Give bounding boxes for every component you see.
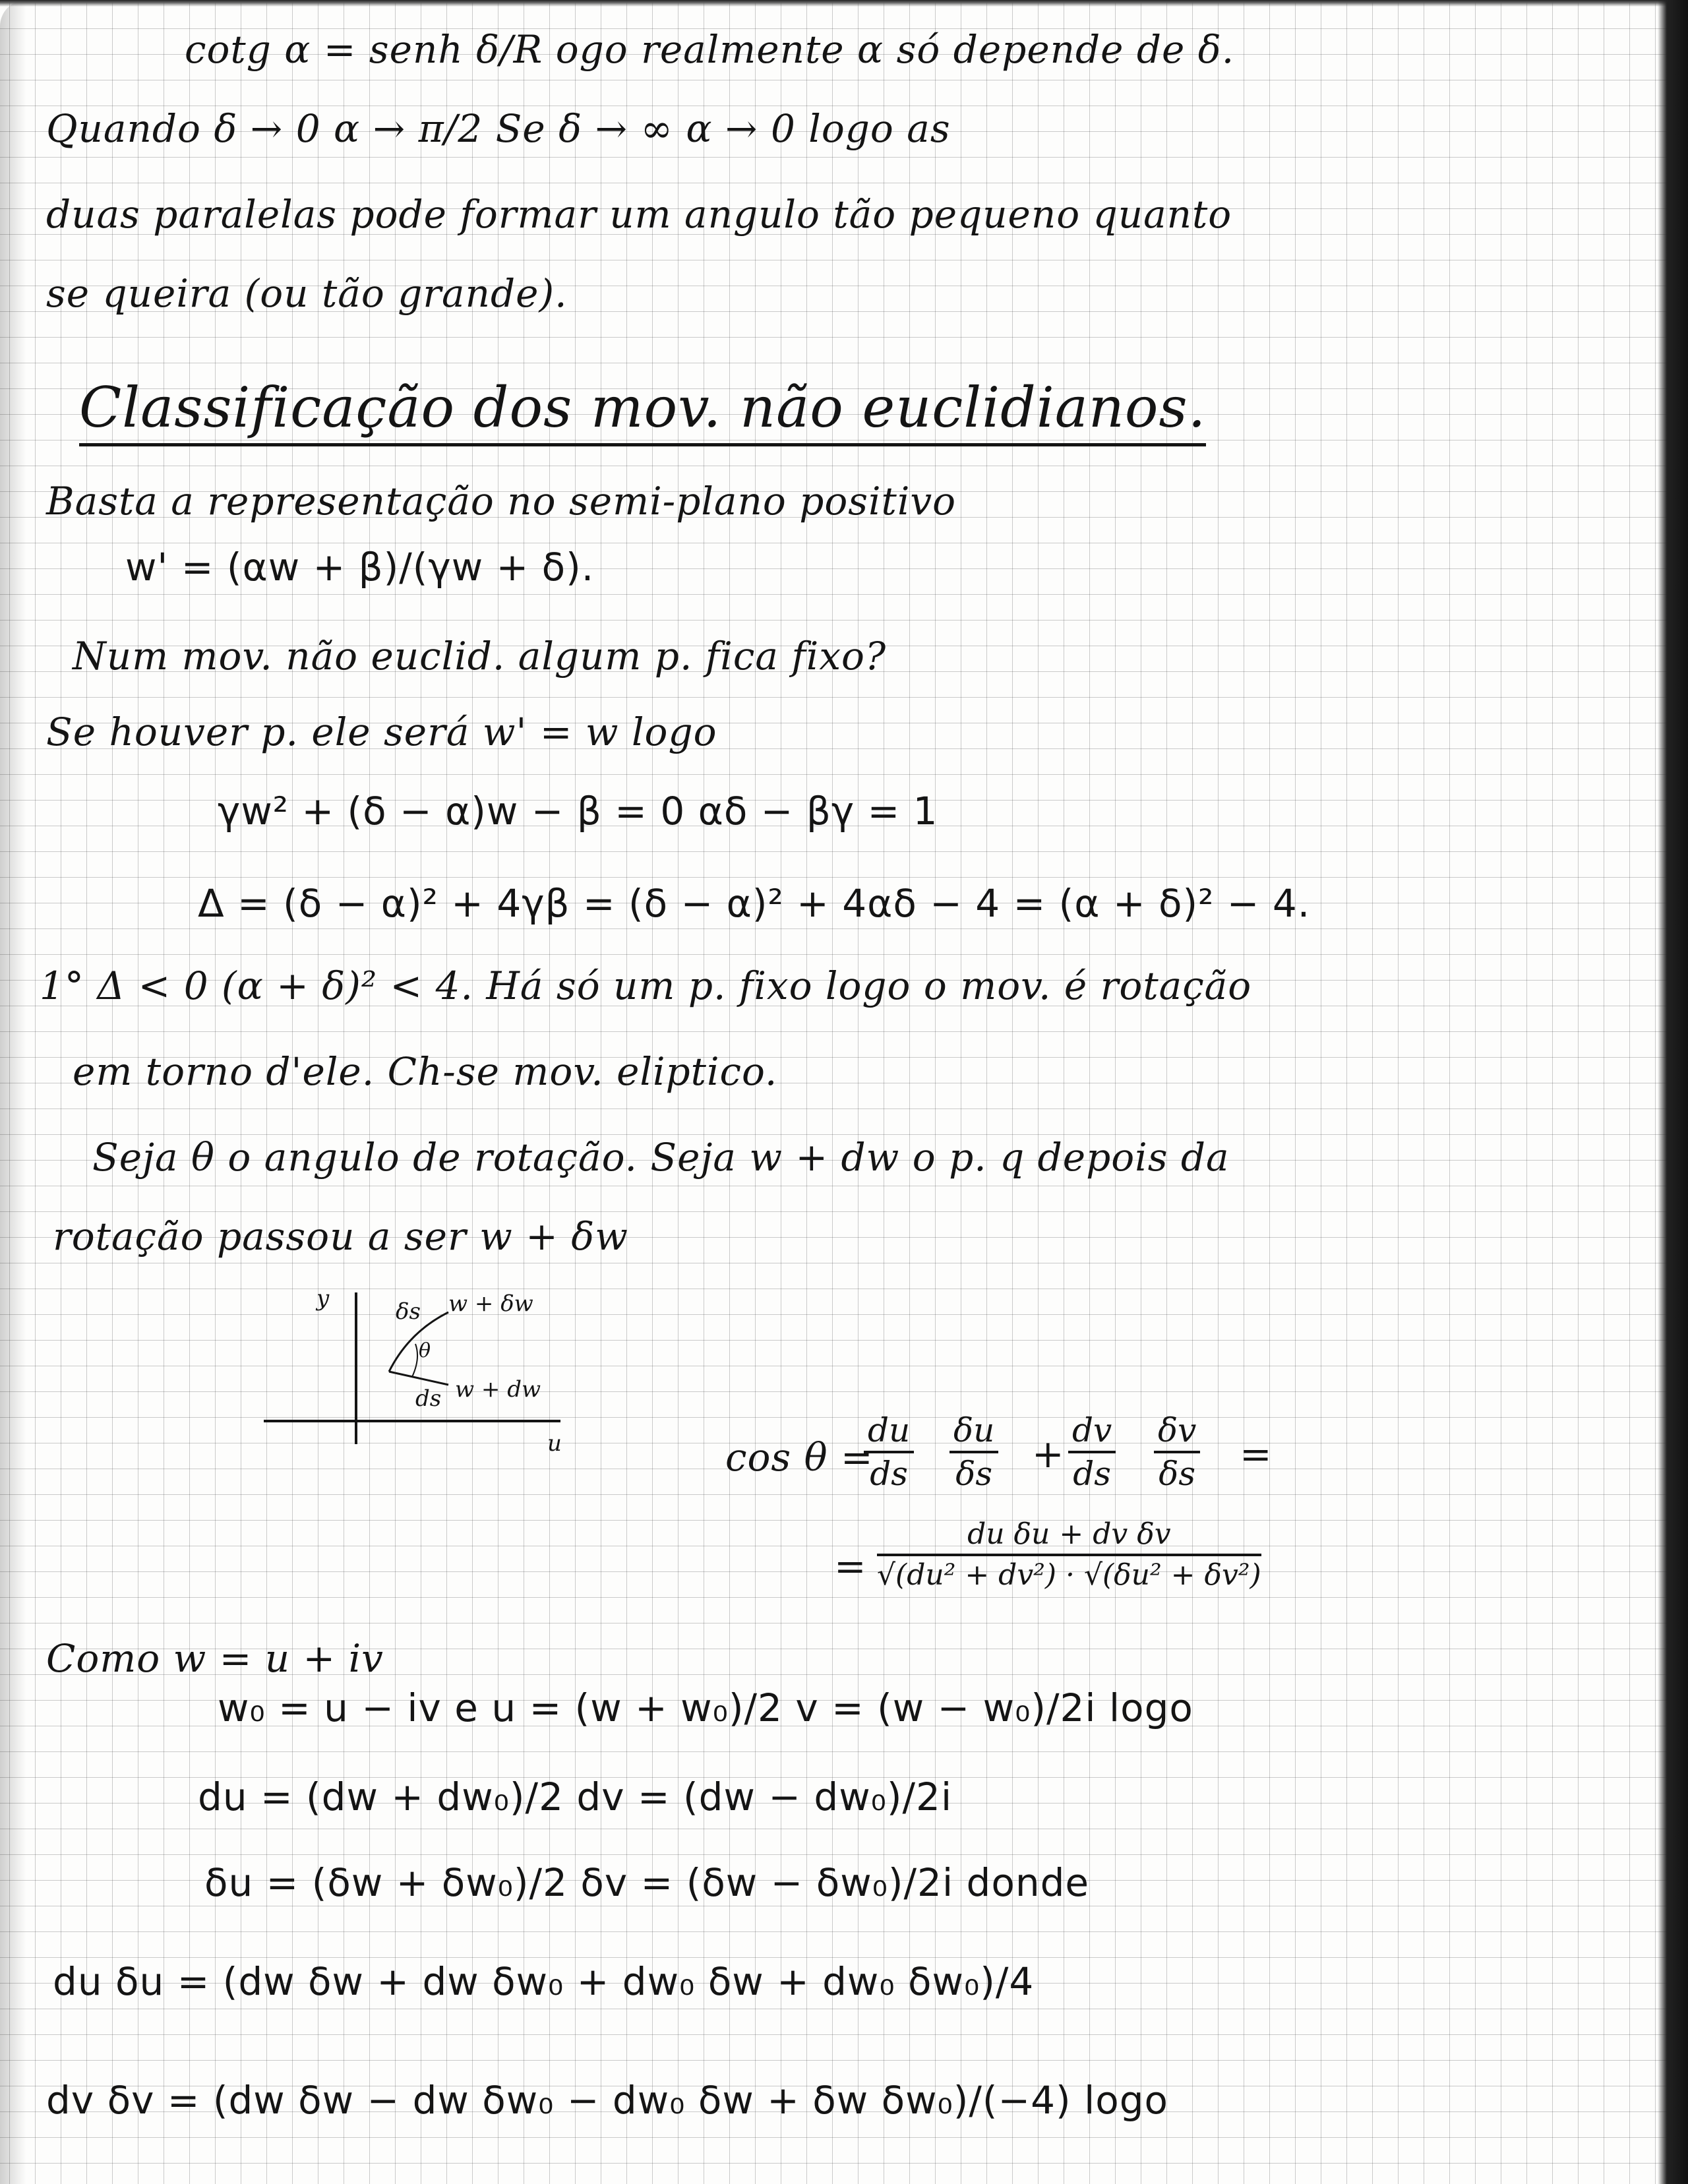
cos-term2-den: δs: [955, 1455, 993, 1493]
text-line-7: Se houver p. ele será w' = w logo: [46, 710, 717, 754]
section-heading: Classificação dos mov. não euclidianos.: [79, 376, 1206, 446]
product-dv-line: dv δv = (dw δw − dw δw₀ − dw₀ δw + δw δw₀)/(−4) logo: [46, 2078, 1169, 2123]
text-line-4: se queira (ou tão grande).: [46, 271, 568, 316]
discriminant-equation: Δ = (δ − α)² + 4γβ = (δ − α)² + 4αδ − 4 = (α + δ)² − 4.: [198, 881, 1311, 926]
text-line-1: cotg α = senh δ/R ogo realmente α só depende de δ.: [185, 27, 1235, 72]
cos-result: [877, 1517, 1261, 1593]
text-line-9: em torno d'ele. Ch-se mov. eliptico.: [73, 1049, 778, 1094]
sketch-label-u: u: [547, 1430, 562, 1457]
sketch-label-theta: θ: [419, 1339, 431, 1362]
sketch-ds-segment: [389, 1372, 448, 1385]
sketch-label-ds-delta: δs: [396, 1298, 421, 1325]
fixed-point-equation: γw² + (δ − α)w − β = 0 αδ − βγ = 1: [218, 789, 938, 834]
text-line-3: duas paralelas pode formar um angulo tão pequeno quanto: [46, 192, 1232, 237]
sketch-label-y: y: [316, 1285, 330, 1312]
page-top-edge: [0, 0, 1688, 7]
page-binding-edge: [1658, 0, 1688, 2184]
page-shadow: [0, 0, 26, 2184]
text-line-8: 1° Δ < 0 (α + δ)² < 4. Há só um p. fixo logo o mov. é rotação: [40, 963, 1252, 1008]
cos-term2-num: δu: [950, 1411, 998, 1453]
conjugate-line: w₀ = u − iv e u = (w + w₀)/2 v = (w − w₀)/2i logo: [218, 1685, 1193, 1730]
text-line-12: Como w = u + iv: [46, 1636, 384, 1681]
text-line-10: Seja θ o angulo de rotação. Seja w + dw o p. q depois da: [92, 1135, 1230, 1180]
cos-result-num: du δu + dv δv: [877, 1517, 1261, 1556]
cos-term2: [950, 1411, 998, 1493]
cos-term1-num: du: [864, 1411, 914, 1453]
text-line-5: Basta a representação no semi-plano positivo: [46, 479, 957, 524]
sketch-angle-arc: [412, 1344, 417, 1377]
cos-term3-den: ds: [1073, 1455, 1111, 1493]
sketch-label-w-dw: w + dw: [455, 1376, 541, 1403]
cos-term1-den: ds: [870, 1455, 908, 1493]
cos-term4-den: δs: [1159, 1455, 1196, 1493]
rotation-sketch: [251, 1279, 593, 1457]
sketch-label-ds: ds: [415, 1385, 442, 1412]
product-du-line: du δu = (dw δw + dw δw₀ + dw₀ δw + dw₀ δw₀)/4: [53, 1959, 1035, 2004]
cos-plus: +: [1032, 1432, 1065, 1476]
text-line-11: rotação passou a ser w + δw: [53, 1214, 628, 1259]
cos-term1: [864, 1411, 914, 1493]
text-line-2: Quando δ → 0 α → π/2 Se δ → ∞ α → 0 logo as: [46, 106, 951, 151]
cos-lhs: cos θ =: [725, 1435, 874, 1480]
cos-result-den: √(du² + dv²) · √(δu² + δv²): [877, 1558, 1261, 1592]
cos-term3-num: dv: [1068, 1411, 1116, 1453]
mobius-formula: w' = (αw + β)/(γw + δ).: [125, 545, 595, 590]
cos-term3: [1068, 1411, 1116, 1493]
cos-result-prefix: =: [834, 1544, 867, 1589]
differential-line: du = (dw + dw₀)/2 dv = (dw − dw₀)/2i: [198, 1774, 953, 1819]
variation-line: δu = (δw + δw₀)/2 δv = (δw − δw₀)/2i donde: [204, 1860, 1090, 1905]
cos-term4-num: δv: [1154, 1411, 1200, 1453]
text-line-6: Num mov. não euclid. algum p. fica fixo?: [73, 634, 887, 679]
sketch-label-w-dw-delta: w + δw: [448, 1290, 533, 1317]
cos-equals: =: [1240, 1432, 1273, 1476]
cos-term4: [1154, 1411, 1200, 1493]
